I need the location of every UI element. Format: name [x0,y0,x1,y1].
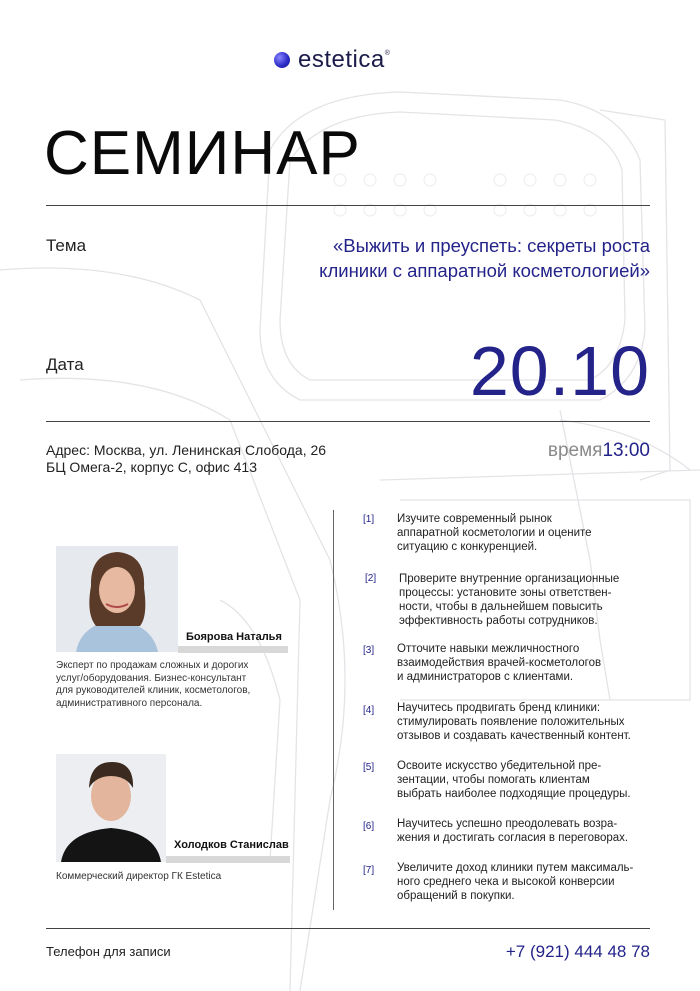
speaker-2-desc-line: Коммерческий директор ГК Estetica [56,871,222,882]
logo-text: estetica® [298,46,391,73]
item-number: [3] [363,645,375,656]
column-divider [333,510,334,910]
item-number: [7] [363,865,375,876]
phone-number-link[interactable]: +7 (921) 444 48 78 [505,942,650,961]
brand-logo [274,46,390,74]
item-number: [5] [363,762,375,773]
date-value: 20.10 [469,332,650,410]
list-item: Увеличите доход клиники путем максималь- ного среднего чека и высокой конверсии обращений в покупки. [397,862,634,902]
speaker-1-name-bar [178,646,288,653]
theme-line-1: «Выжить и преуспеть: секреты роста [332,235,650,256]
speaker-2-photo [56,754,166,862]
list-item: Научитесь продвигать бренд клиники: стимулировать появление положительных отзывов и создавать качественный контент. [397,702,631,742]
speaker-2-name-bar [166,856,290,863]
speaker-2-name: Холодков Станислав [174,839,289,851]
page-title: СЕМИНАР [44,119,361,188]
address-block [46,442,326,476]
item-number: [4] [363,705,375,716]
speaker-1-name: Боярова Наталья [186,631,282,643]
address-line-2: БЦ Омега-2, корпус С, офис 413 [46,459,257,475]
divider-bottom [46,928,650,929]
date-label: Дата [46,355,84,374]
speaker-1-desc-line: Эксперт по продажам сложных и дорогих [56,660,249,671]
speaker-2-portrait-icon [56,754,166,862]
address-line-1: Адрес: Москва, ул. Ленинская Слобода, 26 [46,442,327,458]
theme-line-2: клиники с аппаратной косметологией» [319,260,650,281]
speaker-1-portrait-icon [56,546,178,652]
speaker-1-desc-line: услуг/оборудования. Бизнес-консультант [56,672,247,684]
list-item: Изучите современный рынок аппаратной косметологии и оцените ситуацию с конкуренцией. [397,513,592,553]
list-item: Освоите искусство убедительной пре- зентации, чтобы помогать клиентам выбрать наиболее подходящие процедуры. [397,760,631,800]
speaker-2-description [56,871,316,884]
theme-label: Тема [46,236,87,255]
speaker-1-desc-line: для руководителей клиник, косметологов, [56,685,251,696]
speaker-1-desc-line: административного персонала. [56,697,203,709]
phone-label: Телефон для записи [46,944,171,959]
list-item: Проверите внутренние организационные процессы: установите зоны ответствен- ности, чтобы в дальнейшем повысить эффективность работы сотрудников. [399,573,620,627]
logo-sphere-icon [274,52,290,68]
item-number: [6] [363,821,375,832]
list-item: Отточите навыки межличностного взаимодействия врачей-косметологов и администраторов с клиентами. [397,643,602,683]
item-number: [1] [363,514,375,525]
time-value: 13:00 [602,440,650,461]
divider-top [46,205,650,206]
speaker-1-photo [56,546,178,652]
item-number: [2] [365,573,377,584]
list-item: Научитесь успешно преодолевать возра- жения и достигать согласия в переговорах. [397,818,629,844]
speaker-1-description [56,660,316,710]
time-label: время [547,440,603,461]
time-block [548,440,650,462]
divider-middle [46,421,650,422]
theme-text [230,233,650,283]
